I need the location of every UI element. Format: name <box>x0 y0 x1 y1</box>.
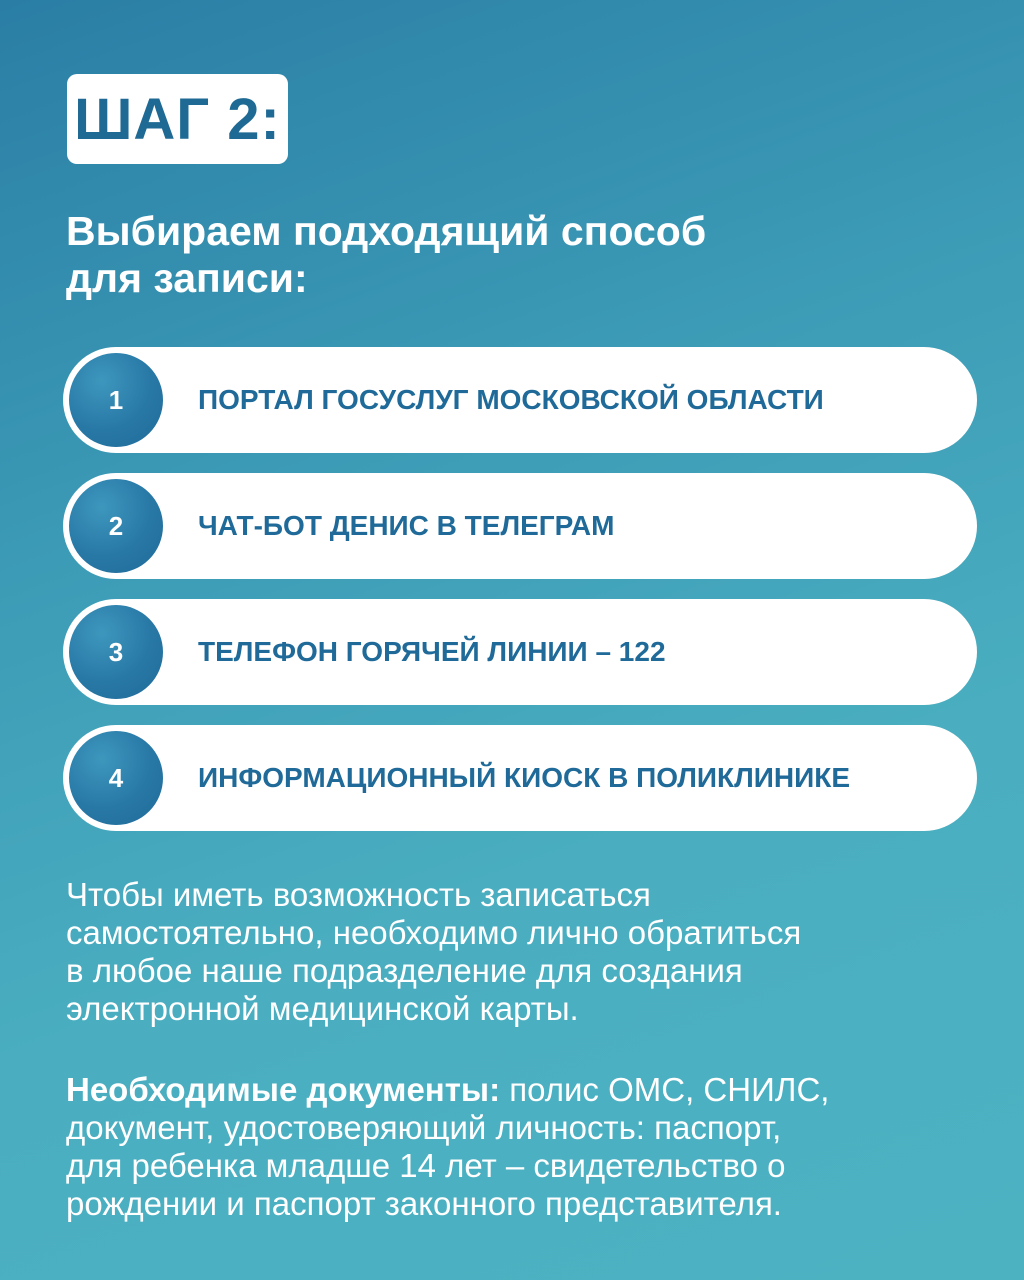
method-item-chatbot[interactable] <box>63 473 977 579</box>
method-label: ИНФОРМАЦИОННЫЙ КИОСК В ПОЛИКЛИНИКЕ <box>198 762 851 793</box>
method-number-badge: 1 <box>69 353 163 447</box>
info-line: электронной медицинской карты. <box>66 990 579 1027</box>
heading-line-2: для записи: <box>66 255 308 301</box>
heading-line-1: Выбираем подходящий способ <box>66 208 707 254</box>
method-item-kiosk[interactable] <box>63 725 977 831</box>
step-badge <box>67 74 288 164</box>
info-line: в любое наше подразделение для создания <box>66 952 743 989</box>
step-label: ШАГ 2: <box>74 86 281 152</box>
info-paragraph <box>66 876 966 1028</box>
documents-line: рождении и паспорт законного представителя. <box>66 1185 782 1222</box>
method-label: ТЕЛЕФОН ГОРЯЧЕЙ ЛИНИИ – 122 <box>198 636 666 667</box>
info-line: самостоятельно, необходимо лично обратиться <box>66 914 802 951</box>
method-number-badge: 4 <box>69 731 163 825</box>
booking-methods-list <box>63 347 977 851</box>
method-label: ЧАТ-БОТ ДЕНИС В ТЕЛЕГРАМ <box>198 510 615 541</box>
method-item-gosuslugi[interactable] <box>63 347 977 453</box>
page-heading <box>66 208 966 302</box>
method-item-hotline[interactable] <box>63 599 977 705</box>
documents-paragraph <box>66 1071 966 1223</box>
method-number-badge: 2 <box>69 479 163 573</box>
documents-title: Необходимые документы: <box>66 1071 501 1108</box>
documents-line: документ, удостоверяющий личность: паспорт, <box>66 1109 782 1146</box>
method-label: ПОРТАЛ ГОСУСЛУГ МОСКОВСКОЙ ОБЛАСТИ <box>198 384 824 415</box>
documents-line <box>66 1071 966 1109</box>
documents-line: для ребенка младше 14 лет – свидетельство о <box>66 1147 786 1184</box>
info-line: Чтобы иметь возможность записаться <box>66 876 651 913</box>
documents-first-line: полис ОМС, СНИЛС, <box>500 1071 830 1108</box>
method-number-badge: 3 <box>69 605 163 699</box>
